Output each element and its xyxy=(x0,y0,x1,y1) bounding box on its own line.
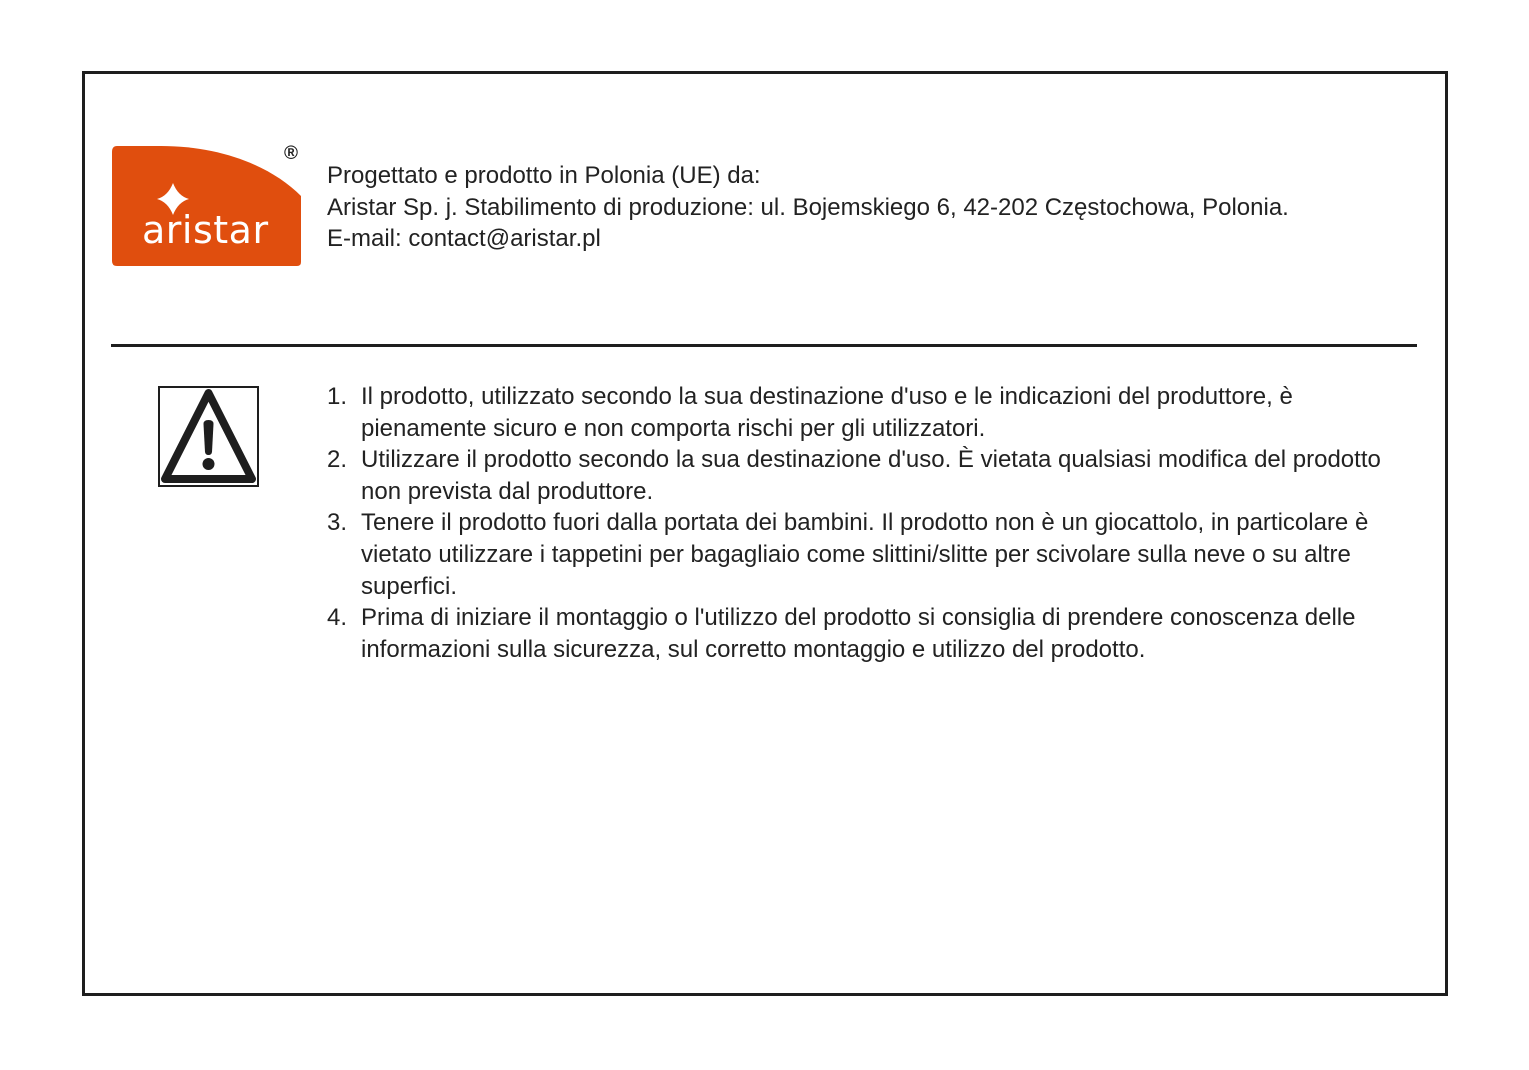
list-item-number: 3. xyxy=(327,509,348,537)
registered-mark: ® xyxy=(284,143,298,164)
manufacturer-info xyxy=(327,160,1289,255)
aristar-logo xyxy=(111,143,303,268)
list-item xyxy=(327,507,1397,602)
list-item-number: 2. xyxy=(327,446,348,474)
list-item-number: 1. xyxy=(327,383,348,410)
list-item-number: 4. xyxy=(327,604,348,632)
safety-instructions-list xyxy=(327,381,1397,665)
manufacturer-email: E-mail: contact@aristar.pl xyxy=(327,225,601,252)
manufacturer-line-1: Progettato e prodotto in Polonia (UE) da: xyxy=(327,162,761,189)
list-item-text: Tenere il prodotto fuori dalla portata dei bambini. Il prodotto non è un giocattolo, in particolare è vietato utilizzare i tappetini per bagagliaio come slittini/slitte per scivolare sulla neve o su altre superfici. xyxy=(361,509,1369,600)
list-item-text: Utilizzare il prodotto secondo la sua destinazione d'uso. È vietata qualsiasi modifica del prodotto non prevista dal produttore. xyxy=(361,446,1381,505)
list-item xyxy=(327,381,1397,444)
section-divider xyxy=(111,344,1417,347)
list-item-text: Il prodotto, utilizzato secondo la sua destinazione d'uso e le indicazioni del produttore, è pienamente sicuro e non comporta rischi per gli utilizzatori. xyxy=(361,383,1293,442)
warning-triangle-icon xyxy=(158,386,259,487)
svg-text:aristar: aristar xyxy=(142,208,269,252)
manufacturer-line-2: Aristar Sp. j. Stabilimento di produzione: ul. Bojemskiego 6, 42-202 Częstochowa, Polonia. xyxy=(327,193,1289,221)
list-item xyxy=(327,444,1397,507)
list-item xyxy=(327,602,1397,665)
list-item-text: Prima di iniziare il montaggio o l'utilizzo del prodotto si consiglia di prendere conoscenza delle informazioni sulla sicurezza, sul corretto montaggio e utilizzo del prodotto. xyxy=(361,604,1356,663)
